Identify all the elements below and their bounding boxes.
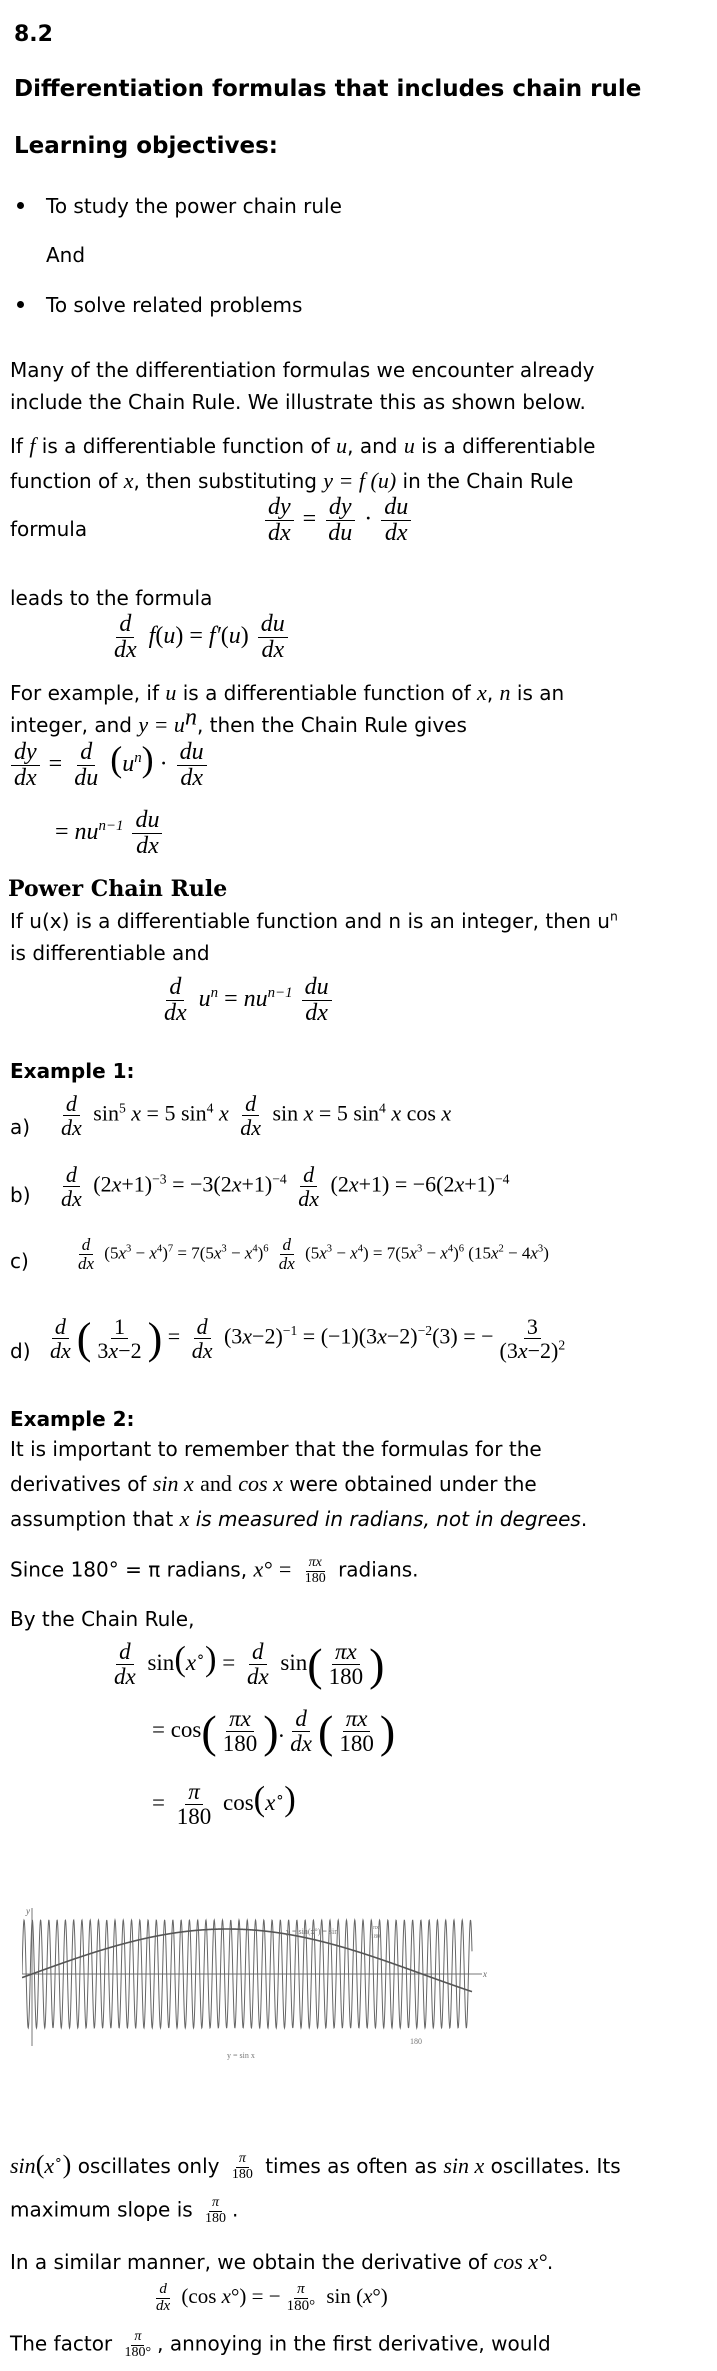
example1-b-formula: $\frac{d}{dx}$ $(2x+1)^{-3} = -3(2x+1)^{-4}$ $\frac{d}{dx}$ $(2x+1) = -6(2x+1)^{-4}$ [61,1162,510,1212]
cos-derivative-formula: $\frac{d}{dx}$ (cos x°) = − $\frac{\pi}{180^\circ}$ sin (x°) [156,2281,388,2314]
objective-and: And [46,243,86,267]
power-chain-line-2: is differentiable and [10,941,210,965]
example1-d-formula: $\frac{d}{dx}$ ( $\frac{1}{3x-2}$ ) = $\frac{d}{dx}$ $(3x-2)^{-1} = (-1)(3x-2)^{-2}(3)$ = − $\frac{3}{(3x-2)^2}$ [50,1313,566,1363]
example1-heading: Example 1: [10,1059,135,1083]
intro-line-1: Many of the differentiation formulas we encounter already [10,358,595,382]
bullet-icon [17,301,24,308]
example2-step-2: = cos( $\frac{\pi x}{180}$ ). $\frac{d}{dx}$ ( $\frac{\pi x}{180}$ ) [152,1705,396,1757]
objective-1: To study the power chain rule [46,194,342,218]
power-chain-line-1: If u(x) is a differentiable function and n is an integer, then $u^n$ [10,908,618,933]
example2-line-2: derivatives of sin x and cos x were obtained under the [10,1471,537,1496]
bullet-icon [17,202,24,209]
section-number: 8.2 [14,22,53,47]
example-line-1: For example, if u is a differentiable function of x, n is an [10,680,565,705]
intro-line-2: include the Chain Rule. We illustrate this as shown below. [10,390,586,414]
max-slope-line: maximum slope is $\frac{\pi}{180}$ . [10,2195,239,2226]
intro-if-line: If f is a differentiable function of u, and u is a differentiable [10,433,596,458]
slow-curve-label-num: πx [373,1925,380,1931]
example-chain-step-1: $\frac{dy}{dx}$ = $\frac{d}{du}$ $(u^n)$ · $\frac{du}{dx}$ [8,738,210,791]
example1-c-formula: $\frac{d}{dx}$ $(5x^3 - x^4)^7 = 7(5x^3 - x^4)^6$ $\frac{d}{dx}$ $(5x^3 - x^4) = 7(5x^3 - x^4)^6$ $(15x^2 - 4x^3)$ [78,1235,549,1273]
fast-curve-label: y = sin x [227,2051,255,2060]
power-chain-heading: Power Chain Rule [8,876,228,902]
formula-word: formula [10,517,88,541]
example2-heading: Example 2: [10,1407,135,1431]
sine-comparison-figure [22,1906,490,2062]
factor-line: The factor $\frac{\pi}{180^\circ}$ , annoying in the first derivative, would [10,2329,551,2360]
leads-to-text: leads to the formula [10,586,213,610]
similar-manner-line: In a similar manner, we obtain the derivative of cos x°. [10,2249,554,2274]
intro-function-line: function of x, then substituting y = f (u) in the Chain Rule [10,468,574,493]
objective-2: To solve related problems [46,293,303,317]
tick-label-180: 180 [410,2037,422,2046]
page-title: Differentiation formulas that includes chain rule [14,76,642,102]
chain-rule-formula: $\frac{dy}{dx}$ = $\frac{dy}{du}$ · $\frac{du}{dx}$ [262,495,414,546]
example1-label-c: c) [10,1249,29,1273]
example2-line-3: assumption that x is measured in radians, not in degrees. [10,1506,588,1531]
oscillates-line: sin(x∘) oscillates only $\frac{\pi}{180}$ times as often as sin x oscillates. Its [10,2150,621,2182]
by-chain-text: By the Chain Rule, [10,1607,195,1631]
y-axis-label: y [26,1906,30,1916]
example1-label-b: b) [10,1183,31,1207]
example1-label-d: d) [10,1339,31,1363]
general-formula: $\frac{d}{dx}$ f(u) = f′(u) $\frac{du}{dx}$ [108,612,291,663]
example2-line-1: It is important to remember that the formulas for the [10,1437,542,1461]
since-line: Since 180° = π radians, x° = $\frac{\pi x}{180}$ radians. [10,1555,419,1586]
example1-a-formula: $\frac{d}{dx}$ $\sin^5 x = 5$ $\sin^4 x$ $\frac{d}{dx}$ sin x = 5 $\sin^4 x$ cos x [61,1091,452,1141]
power-chain-formula: $\frac{d}{dx}$ $u^n = nu^{n-1}$ $\frac{du}{dx}$ [158,975,335,1026]
objectives-heading: Learning objectives: [14,133,278,159]
x-axis-label: x [483,1969,487,1979]
slow-curve-label: y = sin(x°) = sin [286,1927,339,1936]
example-line-2: integer, and $y = u^n$, then the Chain Rule gives [10,704,467,737]
slow-curve-label-den: 180 [371,1934,380,1940]
example-chain-step-2: = $nu^{n-1}$ $\frac{du}{dx}$ [55,808,165,859]
example2-step-3: = $\frac{\pi}{180}$ cos(x∘) [152,1779,296,1830]
example1-label-a: a) [10,1115,31,1139]
example2-step-1: $\frac{d}{dx}$ sin(x∘) = $\frac{d}{dx}$ sin( $\frac{\pi x}{180}$ ) [114,1638,385,1690]
